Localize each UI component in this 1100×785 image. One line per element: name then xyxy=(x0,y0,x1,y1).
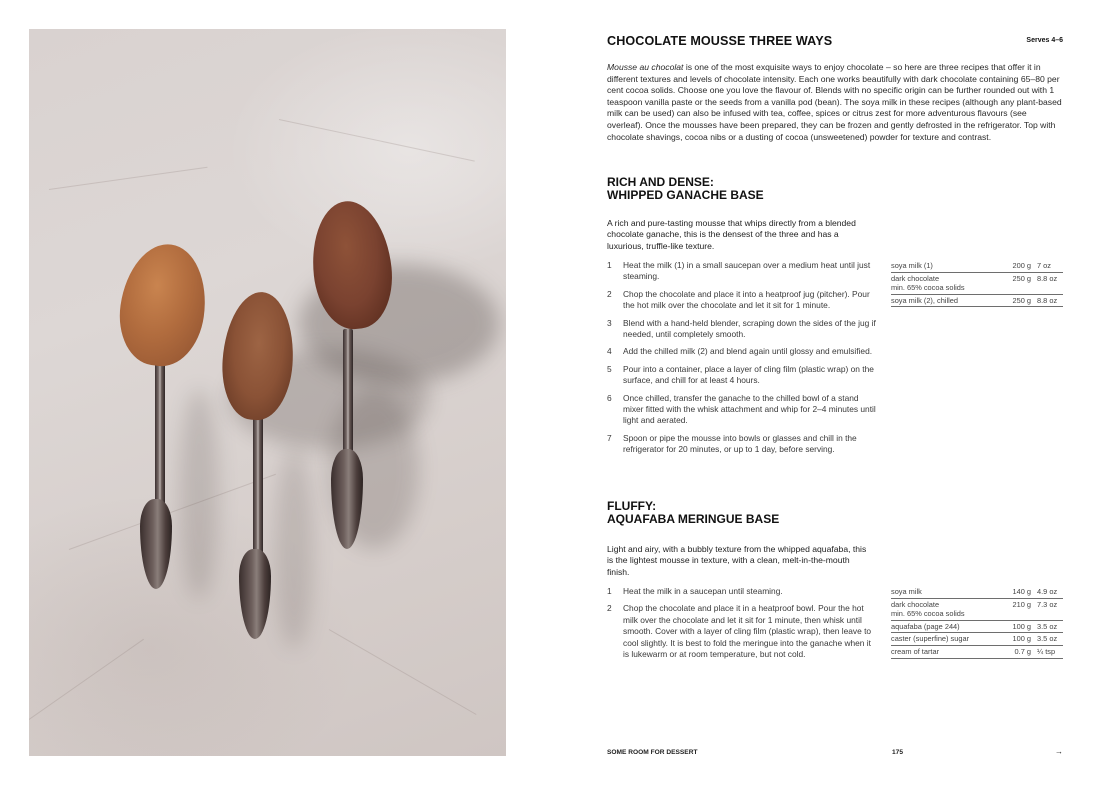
ingredient-note: min. 65% cocoa solids xyxy=(891,283,965,293)
ingredient-row xyxy=(891,586,1063,598)
ingredient-imperial: ¼ tsp xyxy=(1037,646,1056,656)
step-number: 1 xyxy=(607,586,612,596)
step-number: 4 xyxy=(607,346,612,357)
intro-paragraph xyxy=(607,62,1063,143)
ingredient-row xyxy=(891,598,1063,620)
ingredient-row xyxy=(891,272,1063,294)
method-step xyxy=(607,346,877,357)
ingredient-name: dark chocolate min. 65% cocoa solids xyxy=(891,272,1003,294)
next-page-arrow-icon[interactable]: → xyxy=(1055,747,1063,756)
method-step xyxy=(607,586,877,597)
ingredient-grams: 250 g xyxy=(1012,295,1031,305)
marble-vein xyxy=(279,119,475,162)
section-description: A rich and pure-tasting mousse that whips directly from a blended chocolate ganache, this is the densest of the three and has a luxurious, truffle-like texture. xyxy=(607,218,856,251)
ingredient-grams: 200 g xyxy=(1012,261,1031,270)
ingredient-imperial: 3.5 oz xyxy=(1037,621,1058,631)
section-heading-line: FLUFFY: xyxy=(607,499,657,513)
step-text: Blend with a hand-held blender, scraping down the sides of the jug if needed, until completely smooth. xyxy=(623,317,876,340)
section-heading-line: AQUAFABA MERINGUE BASE xyxy=(607,511,780,526)
page-title: CHOCOLATE MOUSSE THREE WAYS xyxy=(607,34,833,48)
ingredient-name: soya milk (1) xyxy=(891,261,933,270)
method-step xyxy=(607,318,877,341)
marble-vein xyxy=(69,474,276,550)
method-steps xyxy=(607,260,877,462)
spoon-shadow xyxy=(179,389,219,599)
serves-label: Serves 4–6 xyxy=(1026,37,1063,44)
ingredient-grams: 250 g xyxy=(1012,273,1031,283)
ingredient-name: soya milk xyxy=(891,587,922,596)
ingredient-name: caster (superfine) sugar xyxy=(891,634,970,644)
ingredient-name: soya milk (2), chilled xyxy=(891,295,958,305)
method-step xyxy=(607,364,877,387)
ingredient-row xyxy=(891,260,1063,272)
method-steps xyxy=(607,586,877,666)
ingredient-grams: 100 g xyxy=(1012,621,1031,631)
method-step xyxy=(607,433,877,456)
ingredient-imperial: 8.8 oz xyxy=(1037,273,1058,283)
section-heading-rich-and-dense xyxy=(607,176,764,201)
step-number: 1 xyxy=(607,260,612,270)
marble-vein xyxy=(29,639,144,720)
ingredient-name: cream of tartar xyxy=(891,646,940,656)
section-heading-line: WHIPPED GANACHE BASE xyxy=(607,187,764,202)
spoon-rich-and-dense xyxy=(113,239,213,372)
step-number: 5 xyxy=(607,363,612,374)
ingredient-imperial: 7.3 oz xyxy=(1037,599,1058,609)
ingredient-grams: 0.7 g xyxy=(1014,646,1031,656)
step-number: 7 xyxy=(607,432,612,443)
step-text: Heat the milk in a saucepan until steaming. xyxy=(623,586,783,596)
ingredient-name: aquafaba (page 244) xyxy=(891,621,960,631)
ingredients-table xyxy=(891,586,1063,659)
ingredient-row xyxy=(891,620,1063,633)
step-number: 6 xyxy=(607,392,612,403)
spoon-handle-tip xyxy=(140,499,172,589)
chapter-title: SOME ROOM FOR DESSERT xyxy=(607,749,698,756)
spoon-handle xyxy=(343,329,353,469)
step-text: Chop the chocolate and place it in a heatproof bowl. Pour the hot milk over the chocolate and let it sit for 1 minute, then whisk until smooth. Cover with a layer of cling film (plastic wrap), then leave to cool slightly. It is best to fold the meringue into the ganache when it is lukewarm or at room temperature, but not cold. xyxy=(623,603,872,660)
step-number: 2 xyxy=(607,288,612,299)
marble-vein xyxy=(329,629,477,715)
ingredient-row xyxy=(891,633,1063,646)
ingredient-grams: 210 g xyxy=(1012,599,1031,609)
ingredients-table xyxy=(891,260,1063,307)
step-text: Chop the chocolate and place it into a heatproof jug (pitcher). Pour the hot milk over the chocolate and let it sit for 1 minute. xyxy=(623,288,870,311)
method-step xyxy=(607,603,877,660)
section-description: Light and airy, with a bubbly texture from the whipped aquafaba, this is the lightest mousse in texture, with a clean, melt-in-the-mouth finish. xyxy=(607,544,867,577)
ingredient-grams: 140 g xyxy=(1012,587,1031,596)
ingredient-imperial: 3.5 oz xyxy=(1037,634,1058,644)
step-text: Add the chilled milk (2) and blend again until glossy and emulsified. xyxy=(623,346,873,357)
ingredient-imperial: 8.8 oz xyxy=(1037,295,1058,305)
step-text: Pour into a container, place a layer of cling film (plastic wrap) on the surface, and chill for at least 4 hours. xyxy=(623,363,874,386)
spoon-handle-tip xyxy=(239,549,271,639)
page-number: 175 xyxy=(892,749,904,756)
mousse-photo xyxy=(29,29,506,756)
step-text: Spoon or pipe the mousse into bowls or glasses and chill in the refrigerator for 20 minutes, or up to 1 day, before serving. xyxy=(623,432,857,455)
marble-vein xyxy=(49,167,208,190)
method-step xyxy=(607,260,877,283)
ingredient-imperial: 7 oz xyxy=(1037,261,1051,270)
step-number: 3 xyxy=(607,317,612,328)
step-text: Heat the milk (1) in a small saucepan over a medium heat until just steaming. xyxy=(623,260,871,282)
ingredient-note: min. 65% cocoa solids xyxy=(891,609,965,619)
spoon-shadow xyxy=(274,449,314,649)
section-heading-fluffy xyxy=(607,500,779,525)
step-number: 2 xyxy=(607,603,612,614)
method-step xyxy=(607,393,877,427)
recipe-page xyxy=(607,0,1063,785)
intro-text: is one of the most exquisite ways to enjoy chocolate – so here are three recipes that offer it in different textures and levels of chocolate intensity. Each one works beautifully with dark chocolate containing 65–80 per cent cocoa solids. Choose one you love the flavour of. Blends with no specific origin can be further rounded out with 1 teaspoon vanilla paste or the seeds from a vanilla pod (bean). The soya milk in these recipes (although any plant-based milk can be used) can also be infused with tea, coffee, spices or citrus zest for more adventurous flavours (see overleaf). Once the mousses have been prepared, they can be frozen and gently defrosted in the refrigerator. Top with chocolate shavings, cocoa nibs or a dusting of cocoa (unsweetened) powder for texture and contrast. xyxy=(607,62,1062,142)
step-text: Once chilled, transfer the ganache to the chilled bowl of a stand mixer fitted with the whisk attachment and whip for 2–4 minutes until light and aerated. xyxy=(623,392,876,426)
intro-italic-lead: Mousse au chocolat xyxy=(607,62,684,72)
ingredient-imperial: 4.9 oz xyxy=(1037,587,1058,596)
ingredient-row xyxy=(891,645,1063,658)
ingredient-name: dark chocolate min. 65% cocoa solids xyxy=(891,598,1003,620)
ingredient-row xyxy=(891,294,1063,307)
ingredient-grams: 100 g xyxy=(1012,634,1031,644)
method-step xyxy=(607,289,877,312)
section-heading-line: RICH AND DENSE: xyxy=(607,175,714,189)
